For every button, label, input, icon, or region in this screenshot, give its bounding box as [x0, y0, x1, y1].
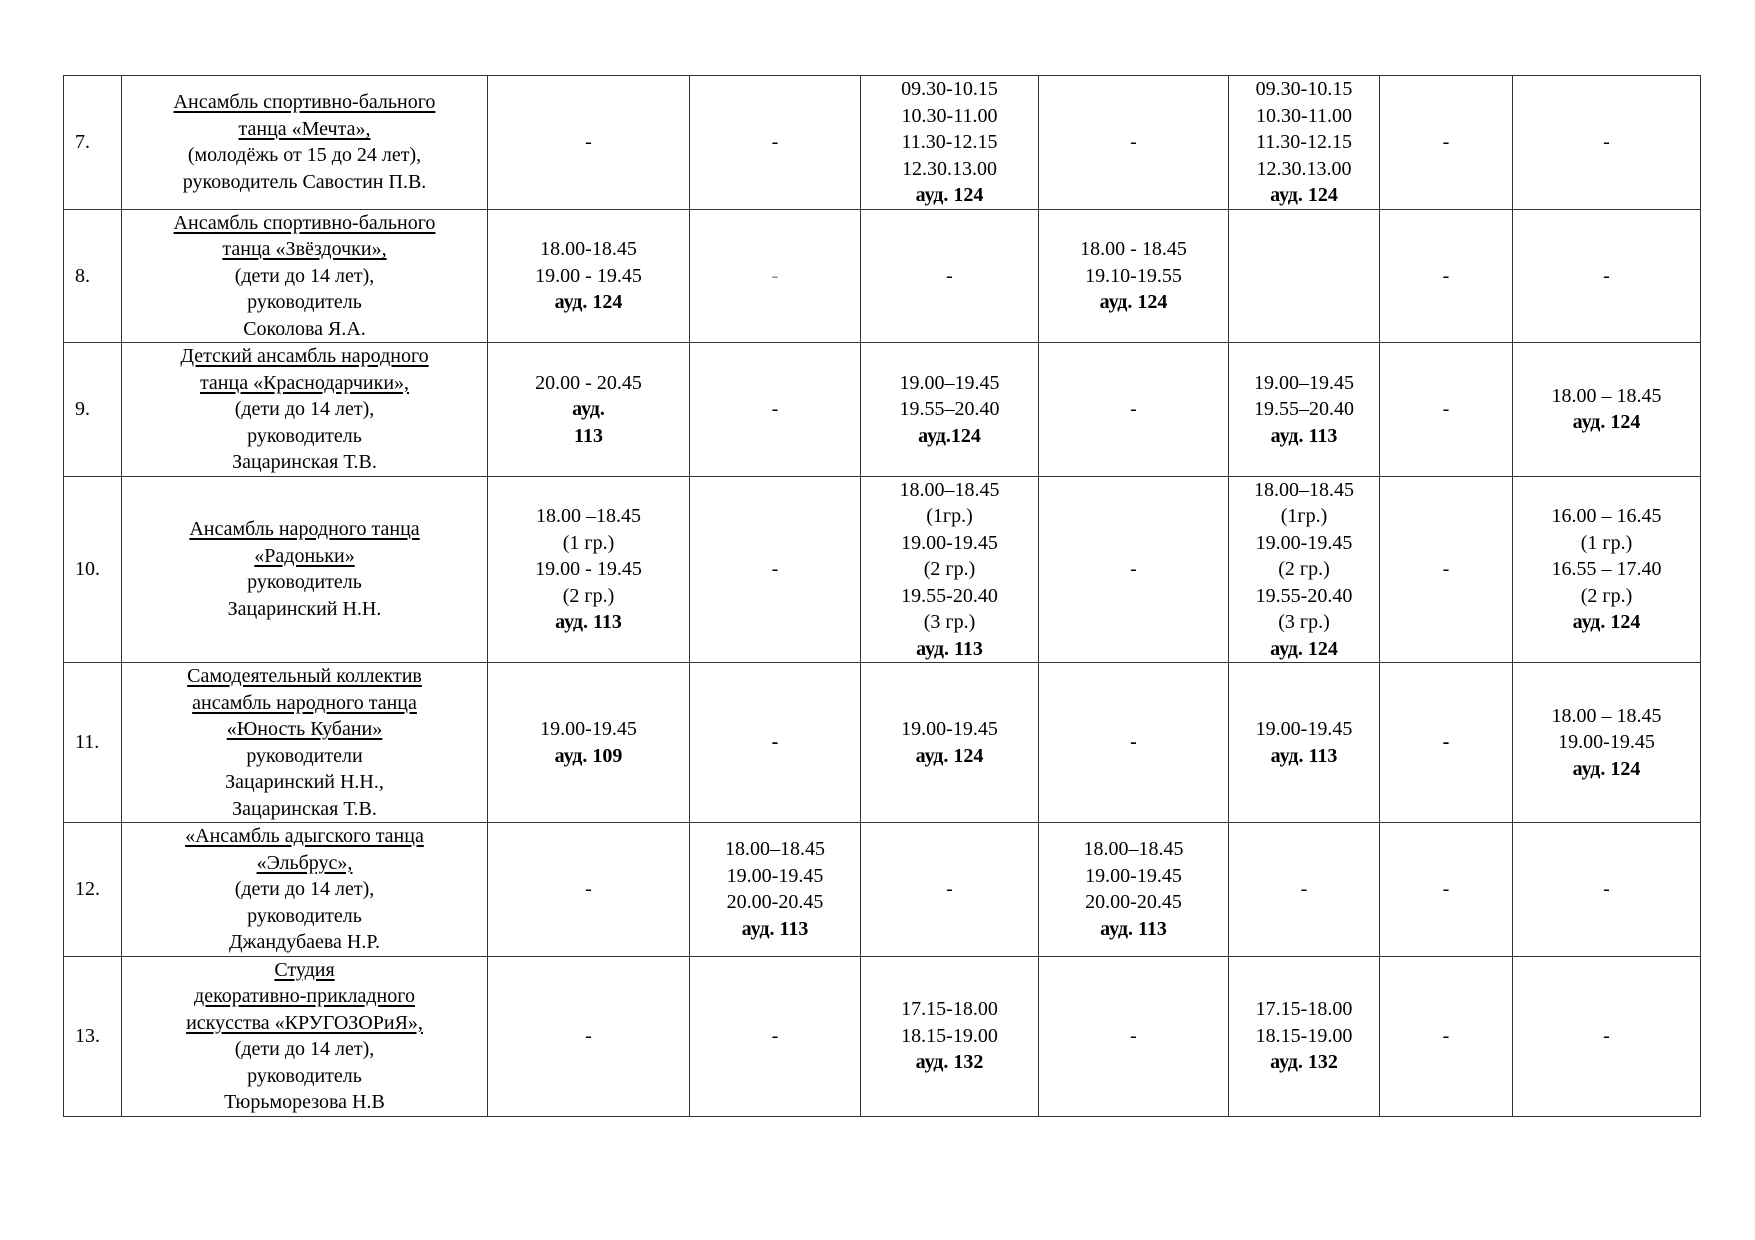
group-name-line: Детский ансамбль народного: [180, 345, 429, 367]
row-number: 9.: [64, 343, 122, 477]
schedule-cell-mon: [488, 76, 690, 210]
schedule-line: (2 гр.): [1580, 584, 1633, 607]
group-name-line: руководители: [246, 744, 363, 767]
schedule-cell-tue: [690, 476, 861, 663]
schedule-line: 11.30-12.15: [901, 131, 998, 153]
schedule-cell-tue: [690, 209, 861, 343]
schedule-line: 18.00 – 18.45: [1551, 384, 1662, 407]
schedule-line: -: [1442, 398, 1450, 420]
group-name-line: руководитель: [247, 424, 362, 447]
group-name-line: Джандубаева Н.Р.: [228, 931, 380, 953]
group-name-line: (дети до 14 лет),: [234, 878, 375, 900]
schedule-cell-sat: [1380, 956, 1513, 1116]
group-name-cell: [122, 956, 488, 1116]
schedule-line: 19.00-19.45: [901, 718, 998, 740]
schedule-cell-fri: [1229, 343, 1380, 477]
group-name-cell: [122, 76, 488, 210]
schedule-cell-wed: [861, 663, 1039, 823]
schedule-cell-wed: [861, 956, 1039, 1116]
schedule-cell-fri: [1229, 476, 1380, 663]
schedule-line: -: [1442, 731, 1450, 754]
schedule-line: ауд. 124: [1099, 291, 1168, 313]
schedule-line: (2 гр.): [562, 584, 615, 607]
schedule-cell-mon: [488, 663, 690, 823]
schedule-line: 18.00–18.45: [1083, 838, 1184, 861]
schedule-line: -: [1130, 731, 1137, 754]
schedule-line: 20.00-20.45: [726, 891, 824, 914]
group-name-line: руководитель Савостин П.В.: [182, 170, 427, 193]
schedule-line: -: [1603, 264, 1610, 287]
table-row: [64, 663, 1701, 823]
group-name-line: танца «Краснодарчики»,: [199, 371, 410, 394]
schedule-cell-sat: [1380, 209, 1513, 343]
schedule-line: -: [585, 1024, 592, 1047]
group-name-cell: [122, 343, 488, 477]
schedule-line: ауд. 113: [916, 637, 983, 660]
schedule-cell-mon: [488, 956, 690, 1116]
schedule-line: -: [771, 398, 779, 420]
schedule-cell-sun: [1513, 663, 1701, 823]
schedule-line: 19.10-19.55: [1085, 264, 1182, 287]
table-row: [64, 956, 1701, 1116]
schedule-cell-fri: [1229, 823, 1380, 957]
schedule-cell-fri: [1229, 209, 1380, 343]
schedule-line: -: [1603, 878, 1610, 900]
schedule-line: 19.00-19.45: [540, 718, 637, 740]
schedule-cell-thu: [1039, 476, 1229, 663]
schedule-line: -: [1603, 131, 1610, 153]
schedule-cell-tue: [690, 76, 861, 210]
schedule-line: 12.30.13.00: [1256, 157, 1352, 180]
group-name-line: Ансамбль спортивно-бального: [173, 211, 436, 234]
group-name-line: (дети до 14 лет),: [234, 264, 375, 287]
group-name-line: «Ансамбль адыгского танца: [185, 825, 424, 847]
schedule-line: (2 гр.): [923, 558, 976, 580]
schedule-line: 18.00 –18.45: [536, 505, 641, 527]
schedule-cell-sun: [1513, 823, 1701, 957]
table-row: [64, 209, 1701, 343]
schedule-line: 19.00-19.45: [1255, 718, 1353, 740]
schedule-line: ауд. 124: [915, 744, 984, 767]
schedule-line: -: [1442, 264, 1450, 287]
schedule-cell-sun: [1513, 956, 1701, 1116]
schedule-line: 20.00 - 20.45: [535, 371, 642, 394]
schedule-cell-mon: [488, 343, 690, 477]
schedule-line: 18.00–18.45: [1254, 478, 1354, 501]
schedule-line: 10.30-11.00: [1256, 104, 1352, 127]
schedule-line: 19.55-20.40: [1255, 584, 1353, 607]
schedule-cell-sat: [1380, 343, 1513, 477]
schedule-line: ауд. 109: [554, 744, 623, 767]
schedule-cell-wed: [861, 76, 1039, 210]
schedule-line: ауд. 113: [1270, 744, 1338, 767]
schedule-cell-sun: [1513, 476, 1701, 663]
schedule-line: 09.30-10.15: [1255, 78, 1353, 100]
schedule-line: 18.00 - 18.45: [1080, 238, 1187, 260]
schedule-cell-thu: [1039, 209, 1229, 343]
schedule-cell-fri: [1229, 956, 1380, 1116]
schedule-line: 20.00-20.45: [1085, 891, 1182, 914]
schedule-line: -: [585, 878, 592, 900]
schedule-cell-mon: [488, 823, 690, 957]
schedule-line: 19.00–19.45: [899, 371, 1000, 394]
group-name-line: Зацаринский Н.Н.,: [225, 771, 384, 793]
schedule-cell-sun: [1513, 343, 1701, 477]
schedule-line: 18.00-18.45: [540, 238, 637, 260]
group-name-line: танца «Звёздочки»,: [222, 238, 387, 260]
group-name-cell: [122, 823, 488, 957]
schedule-line: (1гр.): [1280, 505, 1328, 527]
schedule-line: 09.30-10.15: [901, 78, 998, 100]
group-name-line: руководитель: [247, 571, 362, 594]
table-row: [64, 76, 1701, 210]
group-name-line: Соколова Я.А.: [243, 317, 366, 340]
schedule-line: ауд. 124: [1572, 411, 1641, 434]
group-name-line: руководитель: [247, 1064, 362, 1087]
group-name-line: руководитель: [247, 291, 362, 313]
schedule-line: -: [771, 1024, 779, 1047]
schedule-cell-tue: [690, 956, 861, 1116]
schedule-line: 19.00-19.45: [1085, 864, 1182, 887]
schedule-line: ауд. 132: [1270, 1051, 1338, 1074]
schedule-line: 19.00-19.45: [901, 531, 998, 554]
schedule-line: -: [1442, 131, 1450, 153]
schedule-cell-tue: [690, 343, 861, 477]
schedule-line: -: [1130, 558, 1137, 580]
group-name-line: «Радоньки»: [254, 544, 355, 567]
schedule-line: ауд. 124: [1572, 757, 1641, 780]
schedule-cell-fri: [1229, 76, 1380, 210]
schedule-line: 17.15-18.00: [901, 998, 998, 1021]
schedule-cell-sat: [1380, 76, 1513, 210]
schedule-line: -: [1442, 878, 1450, 900]
schedule-line: (1 гр.): [562, 531, 615, 554]
schedule-line: -: [1130, 398, 1137, 420]
table-row: [64, 476, 1701, 663]
schedule-line: (1гр.): [926, 505, 973, 527]
schedule-line: ауд. 124: [1270, 637, 1338, 660]
schedule-line: ауд. 113: [555, 611, 622, 633]
table-row: [64, 823, 1701, 957]
row-number: 11.: [64, 663, 122, 823]
schedule-line: 18.00–18.45: [725, 838, 825, 861]
table-row: [64, 343, 1701, 477]
group-name-cell: [122, 209, 488, 343]
group-name-line: Зацаринская Т.В.: [232, 797, 377, 820]
schedule-cell-mon: [488, 476, 690, 663]
schedule-line: ауд. 113: [1100, 917, 1167, 940]
schedule-line: ауд. 124: [554, 291, 623, 313]
schedule-line: -: [1300, 878, 1308, 900]
group-name-line: руководитель: [247, 904, 362, 927]
schedule-line: 16.55 – 17.40: [1551, 558, 1662, 580]
schedule-cell-mon: [488, 209, 690, 343]
schedule-line: 19.00-19.45: [726, 864, 824, 887]
schedule-cell-sat: [1380, 663, 1513, 823]
schedule-line: -: [1442, 558, 1450, 580]
schedule-cell-thu: [1039, 343, 1229, 477]
schedule-cell-wed: [861, 823, 1039, 957]
schedule-cell-thu: [1039, 76, 1229, 210]
schedule-cell-fri: [1229, 663, 1380, 823]
schedule-line: -: [585, 131, 592, 153]
schedule-line: ауд. 124: [1572, 611, 1641, 633]
schedule-line: 18.15-19.00: [1255, 1024, 1353, 1047]
schedule-cell-sat: [1380, 823, 1513, 957]
group-name-line: Зацаринская Т.В.: [232, 451, 377, 473]
schedule-line: 19.00–19.45: [1254, 371, 1354, 394]
schedule-cell-tue: [690, 663, 861, 823]
schedule-cell-thu: [1039, 956, 1229, 1116]
schedule-cell-wed: [861, 476, 1039, 663]
row-number: 13.: [64, 956, 122, 1116]
group-name-line: ансамбль народного танца: [192, 691, 417, 714]
group-name-cell: [122, 476, 488, 663]
schedule-table: [63, 75, 1701, 1117]
schedule-line: -: [1442, 1024, 1450, 1047]
schedule-cell-thu: [1039, 663, 1229, 823]
group-name-line: Зацаринский Н.Н.: [227, 597, 382, 620]
schedule-line: -: [771, 131, 779, 153]
schedule-line: 19.55–20.40: [1254, 398, 1354, 420]
schedule-cell-sun: [1513, 76, 1701, 210]
group-name-line: искусства «КРУГОЗОРиЯ»,: [186, 1011, 423, 1034]
group-name-cell: [122, 663, 488, 823]
schedule-line: 18.00 – 18.45: [1551, 704, 1662, 727]
schedule-cell-sat: [1380, 476, 1513, 663]
schedule-cell-wed: [861, 343, 1039, 477]
schedule-body: [64, 76, 1701, 1117]
group-name-line: Ансамбль народного танца: [189, 518, 420, 541]
schedule-cell-sun: [1513, 209, 1701, 343]
schedule-line: (2 гр.): [1278, 558, 1330, 580]
row-number: 8.: [64, 209, 122, 343]
schedule-cell-wed: [861, 209, 1039, 343]
schedule-line: 11.30-12.15: [1256, 131, 1352, 153]
schedule-line: ауд. 132: [915, 1051, 984, 1074]
schedule-line: -: [771, 558, 779, 580]
schedule-line: 12.30.13.00: [902, 157, 997, 180]
schedule-line: ауд. 113: [1270, 424, 1338, 447]
group-name-line: декоративно-прикладного: [194, 985, 415, 1007]
group-name-line: Самодеятельный коллектив: [187, 665, 422, 687]
schedule-line: (3 гр.): [1278, 611, 1330, 633]
schedule-line: ауд. 113: [741, 917, 809, 940]
schedule-line: ауд.124: [918, 424, 981, 447]
group-name-line: танца «Мечта»,: [238, 117, 371, 140]
schedule-line: 19.00-19.45: [1255, 531, 1353, 554]
schedule-line: 19.55–20.40: [899, 398, 1000, 420]
group-name-line: «Юность Кубани»: [226, 718, 383, 740]
group-name-line: Студия: [274, 958, 335, 981]
schedule-line: 18.15-19.00: [901, 1024, 998, 1047]
group-name-line: Ансамбль спортивно-бального: [173, 91, 436, 114]
group-name-line: (дети до 14 лет),: [234, 1038, 375, 1060]
schedule-cell-tue: [690, 823, 861, 957]
schedule-line: -: [771, 731, 779, 754]
schedule-line: 10.30-11.00: [901, 104, 998, 127]
schedule-line: (3 гр.): [923, 611, 976, 633]
group-name-line: «Эльбрус»,: [256, 851, 353, 874]
schedule-line: 19.00 - 19.45: [535, 558, 642, 580]
schedule-line: -: [946, 264, 953, 287]
schedule-line: -: [771, 264, 779, 287]
row-number: 12.: [64, 823, 122, 957]
schedule-line: -: [946, 878, 953, 900]
schedule-line: (1 гр.): [1580, 531, 1633, 554]
schedule-line: 19.00 - 19.45: [535, 264, 642, 287]
row-number: 10.: [64, 476, 122, 663]
schedule-line: 17.15-18.00: [1255, 998, 1353, 1021]
schedule-line: 18.00–18.45: [899, 478, 1000, 501]
schedule-line: -: [1130, 131, 1137, 153]
group-name-line: (дети до 14 лет),: [234, 398, 375, 420]
schedule-line: 19.00-19.45: [1558, 731, 1655, 754]
row-number: 7.: [64, 76, 122, 210]
group-name-line: (молодёжь от 15 до 24 лет),: [187, 144, 422, 167]
schedule-line: 113: [574, 424, 603, 447]
schedule-line: 19.55-20.40: [901, 584, 998, 607]
schedule-cell-thu: [1039, 823, 1229, 957]
schedule-line: ауд.: [572, 398, 605, 420]
group-name-line: Тюрьморезова Н.В: [224, 1091, 385, 1113]
schedule-line: 16.00 – 16.45: [1551, 505, 1662, 527]
schedule-line: ауд. 124: [915, 184, 984, 206]
schedule-line: -: [1603, 1024, 1610, 1047]
schedule-line: ауд. 124: [1270, 184, 1338, 206]
schedule-line: -: [1130, 1024, 1137, 1047]
